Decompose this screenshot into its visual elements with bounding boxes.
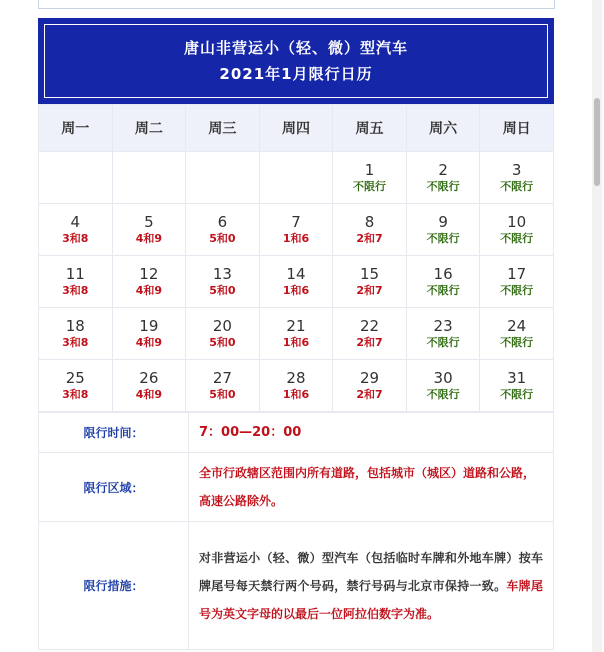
restricted-plates-label: 2和7 <box>356 232 383 245</box>
day-number: 29 <box>359 369 380 387</box>
restriction-calendar-card <box>38 18 554 650</box>
day-number: 25 <box>65 369 85 387</box>
day-number: 12 <box>139 265 159 283</box>
day-number: 19 <box>139 317 159 335</box>
day-number: 6 <box>217 213 228 231</box>
no-restriction-label: 不限行 <box>426 232 460 245</box>
calendar-day-cell <box>112 360 186 412</box>
calendar-week-row <box>39 204 554 256</box>
calendar-day-cell <box>186 256 260 308</box>
calendar-day-cell <box>39 204 113 256</box>
calendar-day-cell <box>259 204 333 256</box>
calendar-empty-cell <box>186 152 260 204</box>
calendar-empty-cell <box>39 152 113 204</box>
info-table <box>38 412 554 650</box>
calendar-day-cell <box>39 256 113 308</box>
no-restriction-label: 不限行 <box>426 284 460 297</box>
weekday-thu: 周四 <box>259 105 333 152</box>
calendar-empty-cell <box>259 152 333 204</box>
calendar-day-cell <box>480 204 554 256</box>
weekday-row <box>39 105 554 152</box>
calendar-day-cell <box>186 204 260 256</box>
day-number: 11 <box>65 265 85 283</box>
calendar-day-cell <box>186 360 260 412</box>
day-number: 16 <box>433 265 453 283</box>
weekday-sat: 周六 <box>406 105 480 152</box>
day-number: 7 <box>291 213 301 231</box>
calendar-day-cell <box>259 360 333 412</box>
weekday-fri: 周五 <box>333 105 407 152</box>
day-number: 14 <box>286 265 306 283</box>
day-number: 23 <box>433 317 453 335</box>
header-title: 唐山非营运小（轻、微）型汽车 <box>183 39 408 57</box>
calendar-day-cell <box>333 308 407 360</box>
area-label: 限行区域： <box>39 453 189 522</box>
day-number: 17 <box>507 265 527 283</box>
measure-note: 车牌尾号为英文字母的以最后一位阿拉伯数字为准。 <box>199 578 543 621</box>
restricted-plates-label: 2和7 <box>356 284 383 297</box>
day-number: 8 <box>364 213 375 231</box>
day-number: 2 <box>438 161 448 179</box>
no-restriction-label: 不限行 <box>500 232 534 245</box>
restricted-plates-label: 5和0 <box>209 232 236 245</box>
measure-text: 对非营运小（轻、微）型汽车（包括临时车牌和外地车牌）按车牌尾号每天禁行两个号码，禁行号码与北京市保持一致。 <box>199 550 543 593</box>
no-restriction-label: 不限行 <box>426 388 460 401</box>
no-restriction-label: 不限行 <box>500 284 534 297</box>
calendar-empty-cell <box>112 152 186 204</box>
restricted-plates-label: 1和6 <box>282 336 310 349</box>
header-subtitle: 2021年1月限行日历 <box>219 65 373 83</box>
day-number: 3 <box>511 161 522 179</box>
restricted-plates-label: 5和0 <box>209 388 236 401</box>
calendar-week-row <box>39 360 554 412</box>
day-number: 24 <box>507 317 527 335</box>
time-row <box>39 413 554 453</box>
restricted-plates-label: 1和6 <box>282 388 310 401</box>
no-restriction-label: 不限行 <box>426 336 460 349</box>
restricted-plates-label: 3和8 <box>62 284 89 297</box>
calendar-day-cell <box>480 360 554 412</box>
calendar-day-cell <box>333 360 407 412</box>
previous-section-border <box>38 0 555 9</box>
day-number: 27 <box>212 369 232 387</box>
calendar-day-cell <box>112 308 186 360</box>
day-number: 10 <box>507 213 527 231</box>
time-label: 限行时间： <box>39 413 189 453</box>
restricted-plates-label: 4和9 <box>135 336 162 349</box>
restricted-plates-label: 2和7 <box>356 388 383 401</box>
calendar-week-row <box>39 308 554 360</box>
no-restriction-label: 不限行 <box>353 180 387 193</box>
day-number: 22 <box>359 317 380 335</box>
calendar-day-cell <box>480 308 554 360</box>
restricted-plates-label: 1和6 <box>282 284 310 297</box>
calendar-day-cell <box>333 204 407 256</box>
day-number: 9 <box>438 213 448 231</box>
calendar-day-cell <box>480 256 554 308</box>
day-number: 20 <box>212 317 232 335</box>
calendar-day-cell <box>39 308 113 360</box>
restricted-plates-label: 4和9 <box>135 232 162 245</box>
restricted-plates-label: 3和8 <box>62 336 89 349</box>
measure-row <box>39 522 554 650</box>
day-number: 4 <box>70 213 81 231</box>
calendar-header-frame <box>44 24 548 98</box>
calendar-day-cell <box>333 152 407 204</box>
no-restriction-label: 不限行 <box>500 388 534 401</box>
weekday-wed: 周三 <box>186 105 260 152</box>
restricted-plates-label: 5和0 <box>209 336 236 349</box>
day-number: 28 <box>286 369 306 387</box>
restricted-plates-label: 4和9 <box>135 388 162 401</box>
weekday-mon: 周一 <box>39 105 113 152</box>
calendar-day-cell <box>186 308 260 360</box>
day-number: 18 <box>65 317 85 335</box>
calendar-day-cell <box>406 204 480 256</box>
area-value: 全市行政辖区范围内所有道路，包括城市（城区）道路和公路，高速公路除外。 <box>189 453 554 522</box>
calendar-day-cell <box>406 152 480 204</box>
calendar-week-row <box>39 152 554 204</box>
weekday-sun: 周日 <box>480 105 554 152</box>
restricted-plates-label: 3和8 <box>62 388 89 401</box>
calendar-day-cell <box>406 308 480 360</box>
restricted-plates-label: 3和8 <box>62 232 89 245</box>
day-number: 31 <box>507 369 527 387</box>
weekday-tue: 周二 <box>112 105 186 152</box>
calendar-day-cell <box>112 256 186 308</box>
day-number: 1 <box>364 161 375 179</box>
no-restriction-label: 不限行 <box>500 180 534 193</box>
calendar-day-cell <box>480 152 554 204</box>
day-number: 30 <box>433 369 453 387</box>
no-restriction-label: 不限行 <box>426 180 460 193</box>
day-number: 5 <box>144 213 154 231</box>
time-value: 7：00—20：00 <box>189 413 554 453</box>
calendar-header <box>38 18 554 104</box>
restricted-plates-label: 4和9 <box>135 284 162 297</box>
day-number: 26 <box>139 369 159 387</box>
calendar-day-cell <box>406 256 480 308</box>
calendar-day-cell <box>406 360 480 412</box>
restricted-plates-label: 2和7 <box>356 336 383 349</box>
area-row <box>39 453 554 522</box>
day-number: 13 <box>212 265 232 283</box>
day-number: 21 <box>286 317 306 335</box>
calendar-day-cell <box>333 256 407 308</box>
calendar-day-cell <box>39 360 113 412</box>
restricted-plates-label: 1和6 <box>282 232 310 245</box>
calendar-day-cell <box>112 204 186 256</box>
no-restriction-label: 不限行 <box>500 336 534 349</box>
day-number: 15 <box>359 265 380 283</box>
calendar-day-cell <box>259 308 333 360</box>
scrollbar-thumb[interactable] <box>594 98 600 186</box>
vertical-scrollbar[interactable] <box>592 0 602 652</box>
calendar-day-cell <box>259 256 333 308</box>
measure-label: 限行措施： <box>39 522 189 650</box>
calendar-week-row <box>39 256 554 308</box>
measure-value <box>189 522 554 650</box>
calendar-table <box>38 104 554 412</box>
restricted-plates-label: 5和0 <box>209 284 236 297</box>
